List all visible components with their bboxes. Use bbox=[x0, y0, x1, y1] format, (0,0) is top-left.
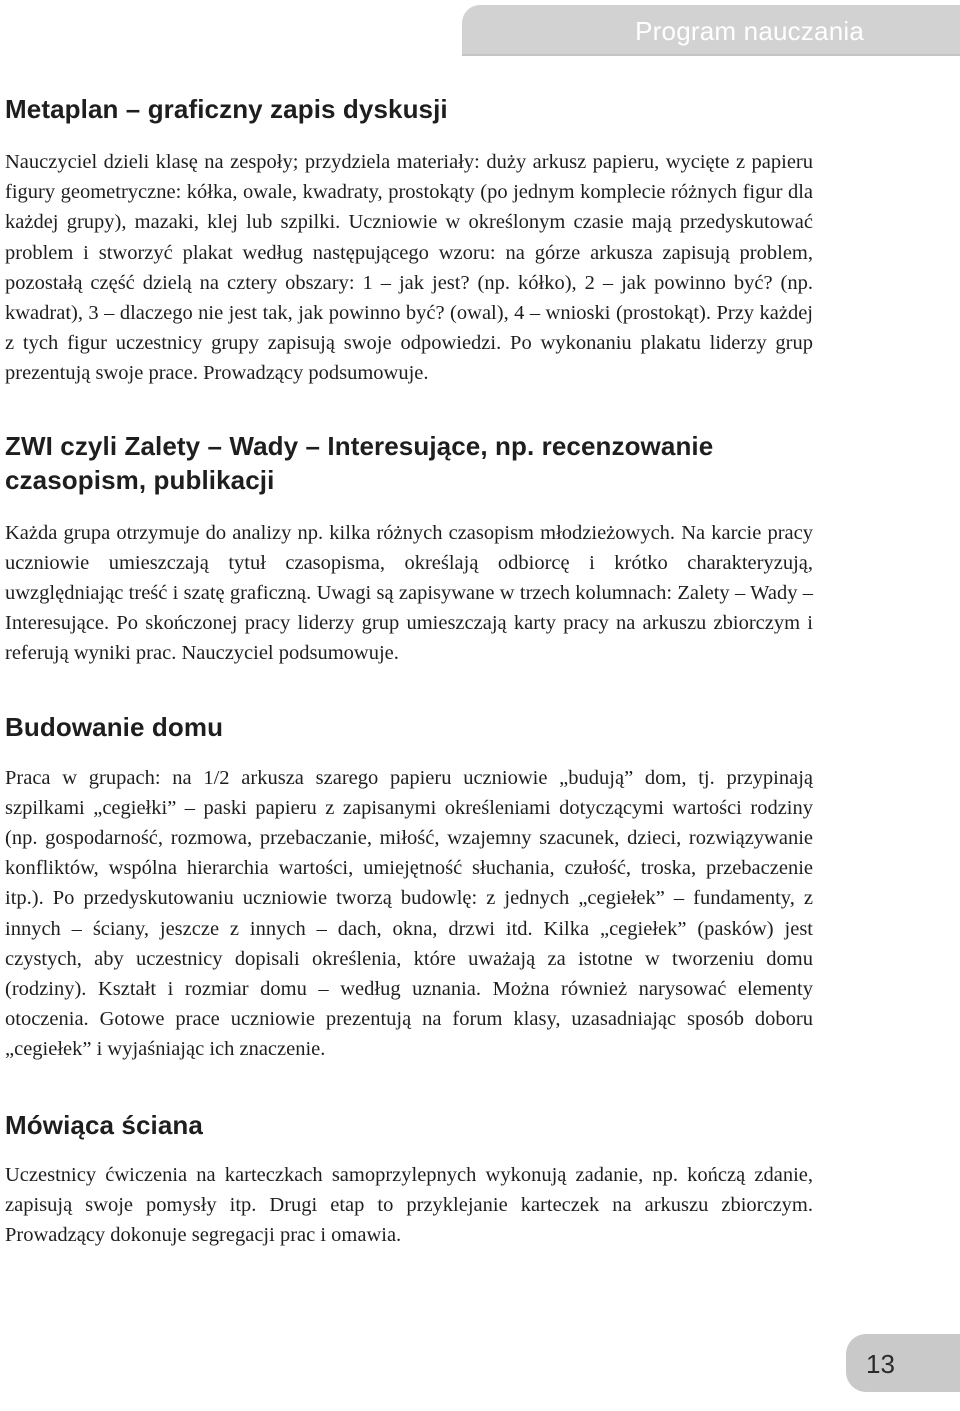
page-content bbox=[5, 92, 813, 1250]
section-metaplan bbox=[5, 92, 813, 389]
header-divider bbox=[462, 54, 960, 56]
section-body: Uczestnicy ćwiczenia na karteczkach samoprzylepnych wykonują zadanie, np. kończą zdanie, zapisują swoje pomysły itp. Drugi etap to przyklejanie karteczek na arkuszu zbiorczym. Prowadzący dokonuje segregacji prac i omawia. bbox=[5, 1163, 813, 1247]
section-body: Każda grupa otrzymuje do analizy np. kilka różnych czasopism młodzieżowych. Na karcie pracy uczniowie umieszczają tytuł czasopisma, określają odbiorcę i krótko charakteryzują, uwzględniając treść i szatę graficzną. Uwagi są zapisywane w trzech kolumnach: Zalety – Wady – Interesujące. Po skończonej pracy liderzy grup umieszczają karty pracy na arkuszu zbiorczym i referują wyniki prac. Nauczyciel podsumowuje. bbox=[5, 521, 813, 665]
section-body: Praca w grupach: na 1/2 arkusza szarego papieru uczniowie „budują” dom, tj. przypinają szpilkami „cegiełki” – paski papieru z zapisanymi określeniami dotyczącymi wartości rodziny (np. gospodarność, rozmowa, przebaczanie, miłość, wzajemny szacunek, dzieci, rozwiązywanie konfliktów, wspólna hierarchia wartości, umiejętność słuchania, czułość, troska, przebaczenie itp.). Po przedyskutowaniu uczniowie tworzą budowlę: z jednych „cegiełek” – fundamenty, z innych – ściany, jeszcze z innych – dach, okna, drzwi itd. Kilka „cegiełek” (pasków) jest czystych, aby uczestnicy dopisali określenia, które uważają za istotne w tworzeniu domu (rodziny). Kształt i rozmiar domu – według uznania. Można również narysować elementy otoczenia. Gotowe prace uczniowie prezentują na forum klasy, uzasadniając sposób doboru „cegiełek” i wyjaśniając ich znaczenie. bbox=[5, 766, 813, 1061]
section-body: Nauczyciel dzieli klasę na zespoły; przydziela materiały: duży arkusz papieru, wycięte z papieru figury geometryczne: kółka, owale, kwadraty, prostokąty (po jednym komplecie różnych figur dla każdej grupy), mazaki, klej lub szpilki. Uczniowie w określonym czasie mają przedyskutować problem i stworzyć plakat według następującego wzoru: na górze arkusza zapisują problem, pozostałą część dzielą na cztery obszary: 1 – jak jest? (np. kółko), 2 – jak powinno być? (np. kwadrat), 3 – dlaczego nie jest tak, jak powinno być? (owal), 4 – wnioski (prostokąt). Przy każdej z tych figur uczestnicy grupy zapisują swoje odpowiedzi. Po wykonaniu plakatu liderzy grup prezentują swoje prace. Prowadzący podsumowuje. bbox=[5, 151, 813, 385]
section-heading: Metaplan – graficzny zapis dyskusji bbox=[5, 94, 448, 124]
section-budowanie-domu bbox=[5, 710, 813, 1065]
section-zwi bbox=[5, 429, 813, 669]
page-number-badge bbox=[846, 1334, 960, 1392]
section-heading: Mówiąca ściana bbox=[5, 1109, 203, 1140]
section-mowiaca-sciana bbox=[5, 1108, 813, 1251]
section-heading: Budowanie domu bbox=[5, 711, 224, 742]
page-number: 13 bbox=[866, 1349, 895, 1379]
header-tab bbox=[462, 5, 960, 55]
section-heading: ZWI czyli Zalety – Wady – Interesujące, np. recenzowanie czasopism, publikacji bbox=[5, 430, 714, 495]
running-header-title: Program nauczania bbox=[635, 16, 864, 46]
